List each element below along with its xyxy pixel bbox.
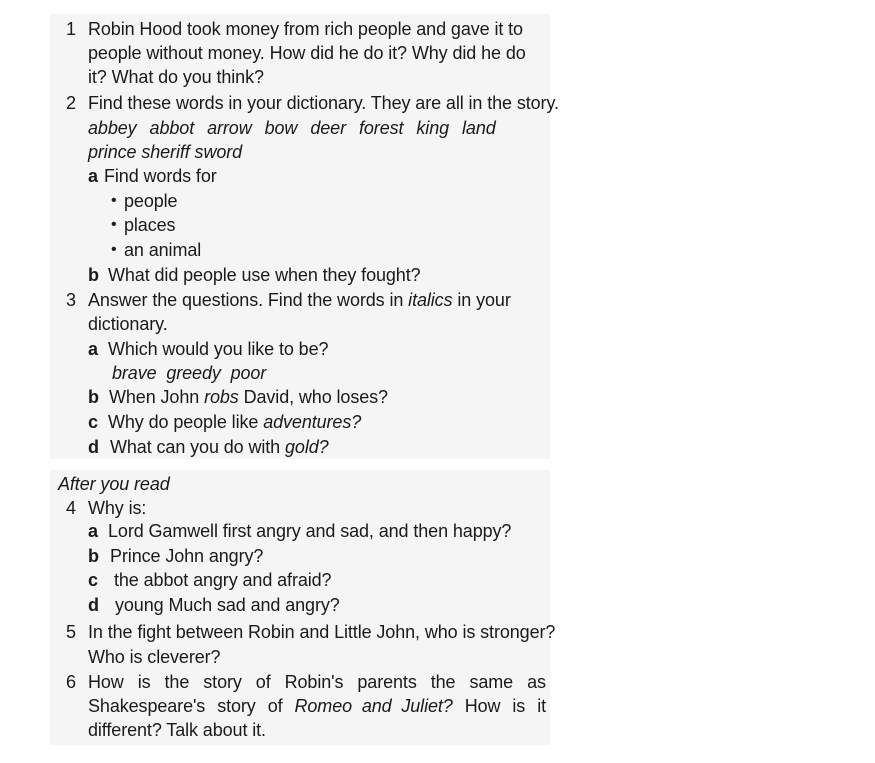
word: parents — [357, 672, 417, 692]
q3-d-letter: d — [88, 437, 99, 457]
word: abbey — [88, 118, 137, 138]
section-heading-after-you-read: After you read — [58, 474, 170, 494]
q4-c-letter: c — [88, 570, 99, 590]
word: king — [416, 118, 450, 138]
q3-d-text — [110, 435, 329, 459]
word: bow — [264, 118, 298, 138]
q3-a-text: Which would you like to be? — [108, 339, 329, 359]
word: the — [164, 672, 190, 692]
q4-a-text: Lord Gamwell first angry and sad, and then happy? — [108, 521, 512, 541]
bullet-dot: • — [111, 192, 117, 209]
q4-c-text: the abbot angry and afraid? — [114, 570, 332, 590]
word: of — [267, 696, 283, 716]
q5-line-2: Who is cleverer? — [88, 647, 221, 667]
q3-a-letter: a — [88, 339, 99, 359]
word: same — [469, 672, 514, 692]
word: of — [255, 672, 271, 692]
q4-a-letter: a — [88, 521, 99, 541]
word: the — [430, 672, 456, 692]
word: arrow — [207, 118, 252, 138]
word: land — [462, 118, 496, 138]
q1-line-3: it? What do you think? — [88, 67, 264, 87]
word: is — [512, 696, 526, 716]
word: story — [203, 672, 242, 692]
word: is — [137, 672, 151, 692]
q3-d-pre: What can you do with — [110, 437, 285, 457]
q3-b-letter: b — [88, 387, 99, 407]
q3-c-letter: c — [88, 412, 99, 432]
q6-number: 6 — [66, 672, 77, 692]
q2-bullet-2: places — [124, 215, 176, 235]
word: it — [537, 696, 546, 716]
q4-d-letter: d — [88, 595, 99, 615]
q2-b-letter: b — [88, 265, 99, 285]
word: How — [464, 696, 501, 716]
q1-line-1: Robin Hood took money from rich people and gave it to — [88, 19, 523, 39]
bullet-dot: • — [111, 241, 117, 258]
q2-number: 2 — [66, 93, 77, 113]
word: story — [217, 696, 256, 716]
q5-line-1: In the fight between Robin and Little John, who is stronger? — [88, 622, 556, 642]
word: Shakespeare's — [88, 696, 206, 716]
q2-a-letter: a — [88, 166, 99, 186]
q3-line-1-post: in your — [452, 290, 511, 310]
q3-b-post: David, who loses? — [238, 387, 388, 407]
q3-d-italic: gold? — [285, 437, 329, 457]
bullet-dot: • — [111, 216, 117, 233]
word: Robin's — [284, 672, 344, 692]
q4-intro: Why is: — [88, 498, 147, 518]
word: How — [88, 672, 124, 692]
q3-a-words: brave greedy poor — [112, 363, 267, 383]
word: deer — [310, 118, 346, 138]
q4-b-letter: b — [88, 546, 99, 566]
q6-line-3: different? Talk about it. — [88, 720, 266, 740]
q6-italic-title: Romeo and Juliet? — [294, 696, 453, 716]
q2-bullet-3: an animal — [124, 240, 202, 260]
q3-c-pre: Why do people like — [108, 412, 264, 432]
q3-line-1 — [88, 288, 511, 312]
q1-line-2: people without money. How did he do it? Why did he do — [88, 43, 526, 63]
q3-b-italic: robs — [204, 387, 239, 407]
word: forest — [358, 118, 404, 138]
q3-b-pre: When John — [109, 387, 205, 407]
q3-number: 3 — [66, 290, 77, 310]
q3-line-2: dictionary. — [88, 314, 168, 334]
q1-number: 1 — [66, 19, 77, 39]
q2-bullet-1: people — [124, 191, 178, 211]
q3-line-1-pre: Answer the questions. Find the words in — [88, 290, 409, 310]
q3-c-italic: adventures? — [263, 412, 362, 432]
q4-number: 4 — [66, 498, 77, 518]
q2-a-text: Find words for — [104, 166, 217, 186]
q2-word-list-2: prince sheriff sword — [88, 142, 243, 162]
q3-b-text — [109, 385, 388, 409]
q4-d-text: young Much sad and angry? — [115, 595, 340, 615]
word: as — [527, 672, 546, 692]
q3-line-1-italic: italics — [408, 290, 453, 310]
q2-b-text: What did people use when they fought? — [108, 265, 421, 285]
q6-line-2 — [88, 694, 546, 718]
q3-c-text — [108, 410, 361, 434]
q2-word-list-1 — [88, 116, 496, 140]
q2-intro: Find these words in your dictionary. They are all in the story. — [88, 93, 559, 113]
q5-number: 5 — [66, 622, 77, 642]
q6-line-1 — [88, 670, 546, 694]
word: abbot — [149, 118, 195, 138]
q4-b-text: Prince John angry? — [110, 546, 264, 566]
